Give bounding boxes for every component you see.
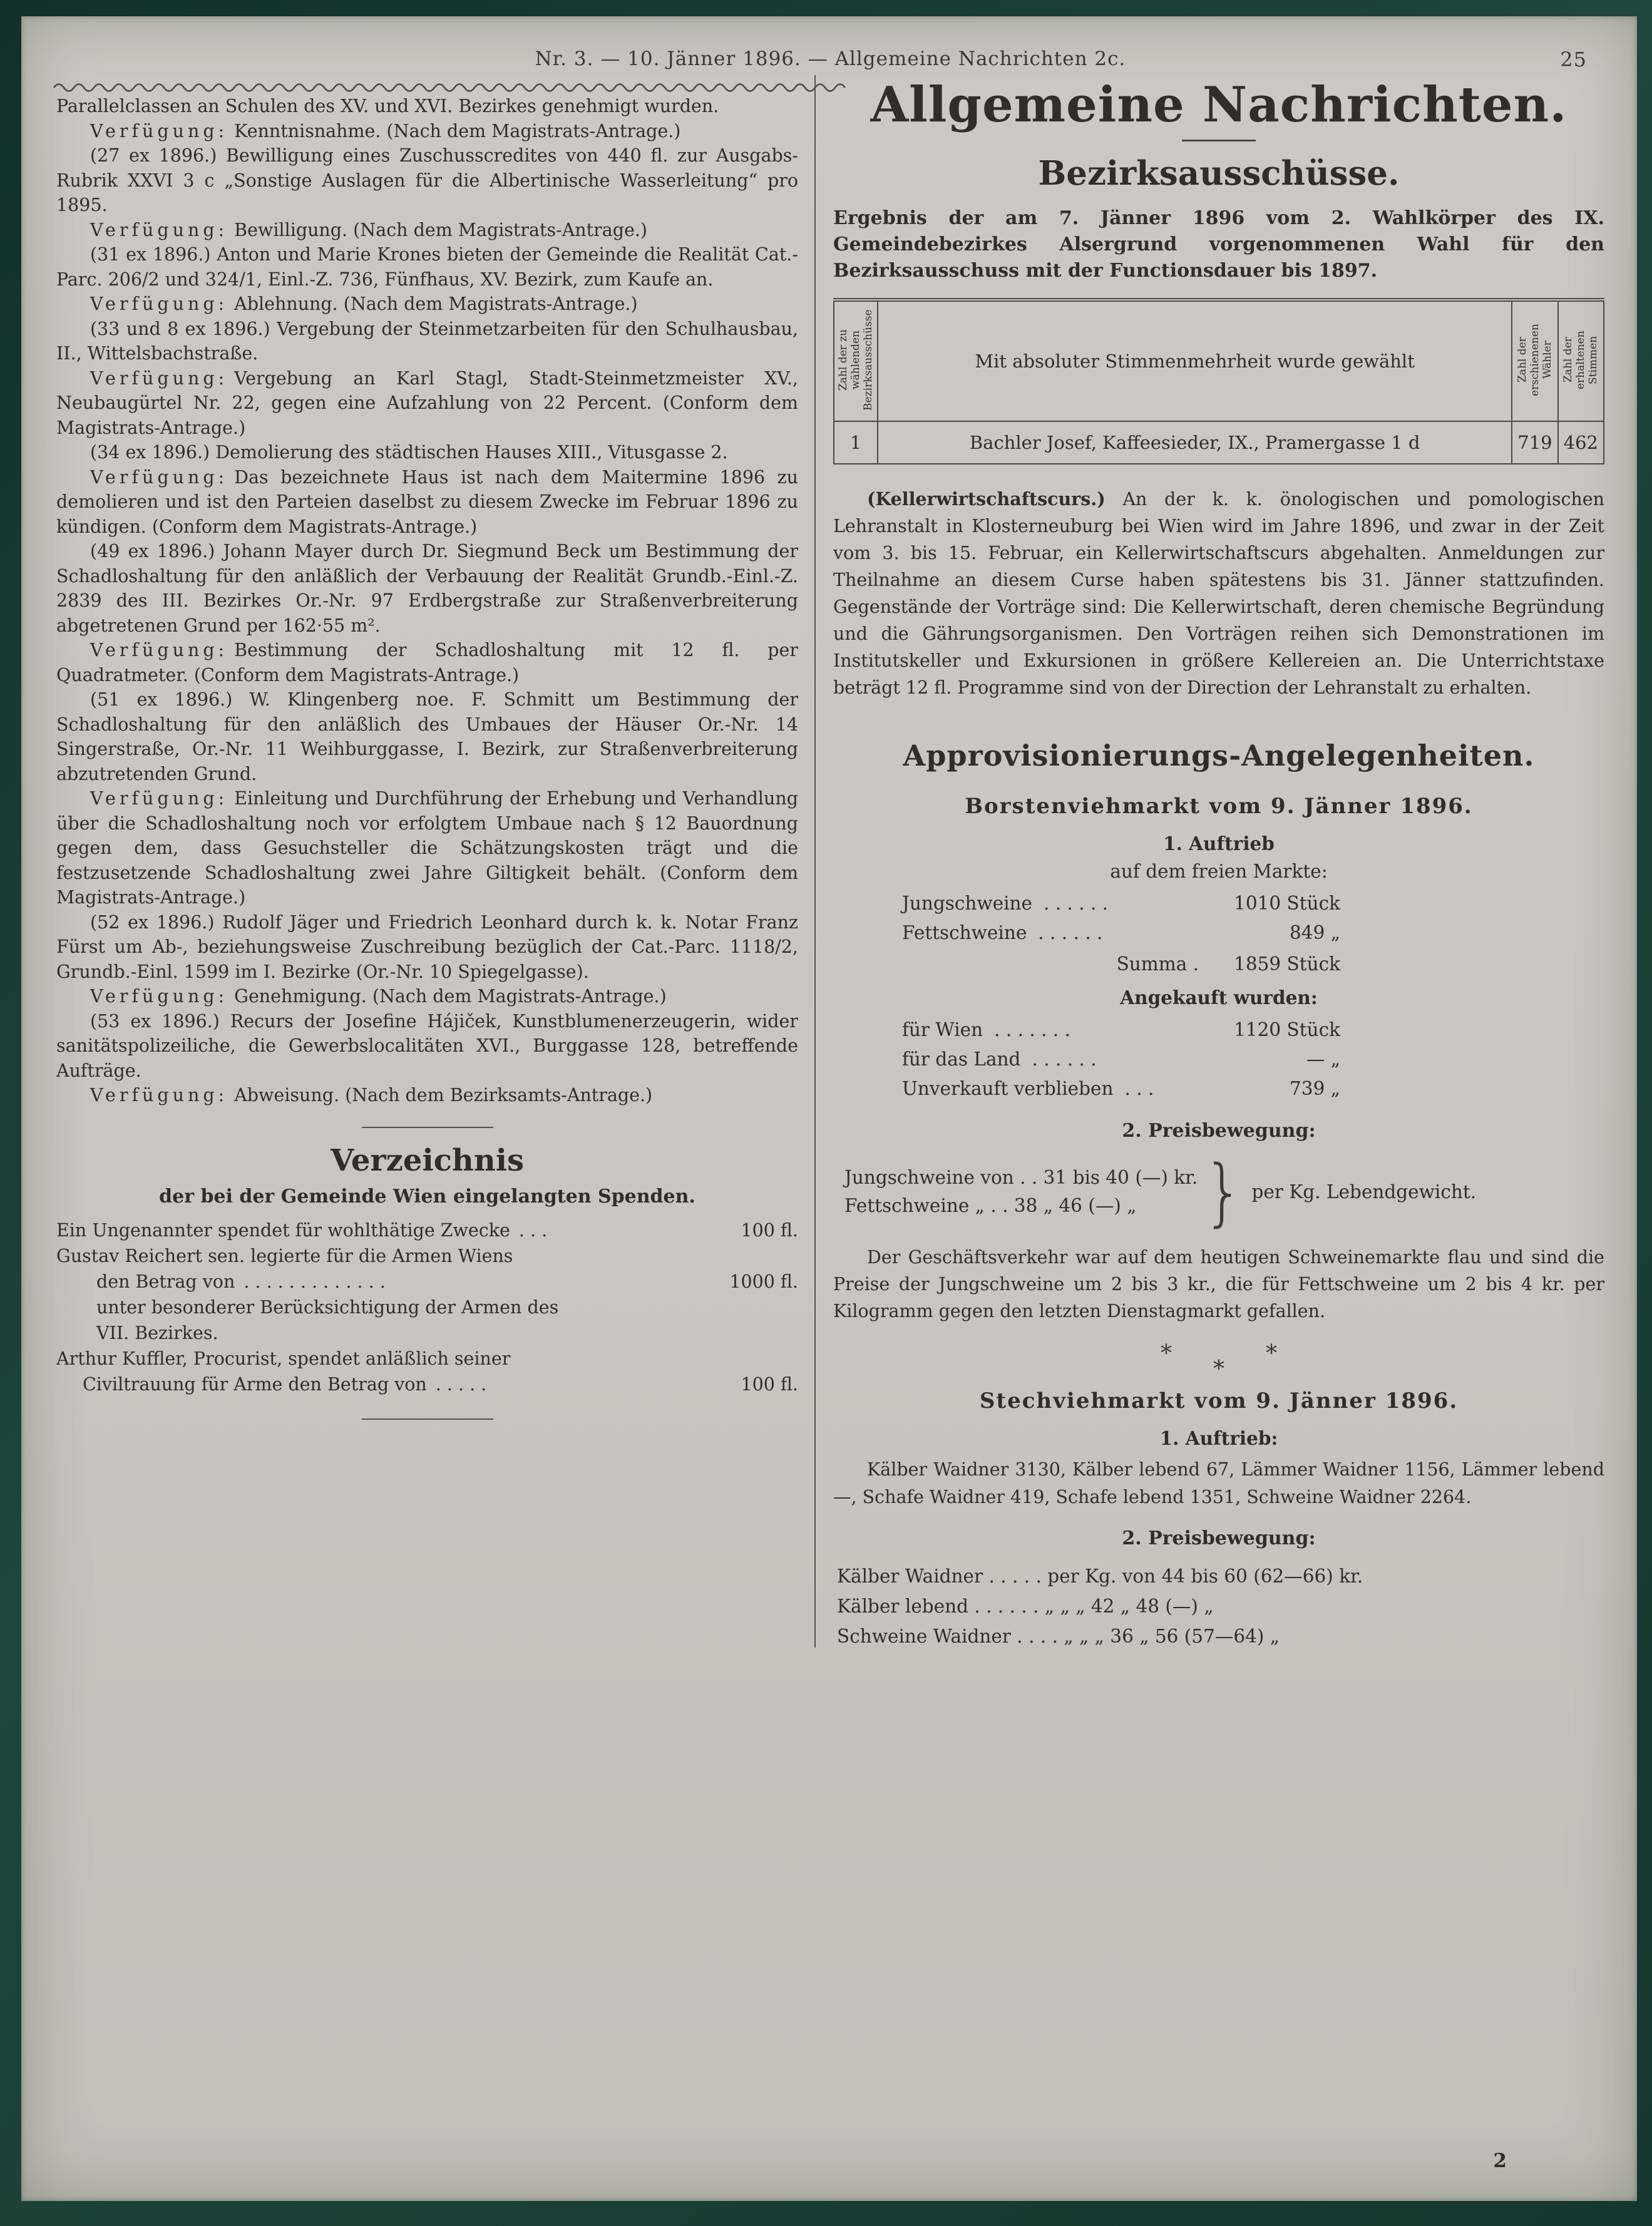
paragraph — [56, 1083, 798, 1108]
donation-lines — [56, 1218, 798, 1397]
paragraph-text: Einleitung und Durchführung der Erhebung und Verhandlung über die Schadloshaltung noch vor erfolgtem Umbaue nach § 12 Bauordnung gegen dem, dass Gesuchsteller die Schätzungskosten trägt und die festzusetzende Schadloshaltung zwei Jahre Giltigkeit behält. (Conform dem Magistrats-Antrage.) — [56, 788, 798, 908]
summa-label: Summa . — [1116, 953, 1199, 975]
donation-text: Civiltrauung für Arme den Betrag von — [83, 1373, 427, 1395]
paragraph-text: (53 ex 1896.) Recurs der Josefine Hájiček, Kunstblumenerzeugerin, wider sanitätspolizeiliche, die Gewerbslocalitäten XVI., Burggasse 128, betreffende Aufträge. — [56, 1010, 798, 1081]
donation-text: Arthur Kuffler, Procurist, spendet anläßlich seiner — [56, 1348, 511, 1369]
col-header-elected: Mit absoluter Stimmenmehrheit wurde gewählt — [878, 300, 1512, 421]
paragraph-text: Vergebung an Karl Stagl, Stadt-Steinmetzmeister XV., Neubaugürtel Nr. 22, gegen eine Aufzahlung von 22 Percent. (Conform dem Magistrats-Antrage.) — [56, 367, 798, 438]
paragraph-text: Abweisung. (Nach dem Bezirksamts-Antrage.) — [234, 1085, 653, 1105]
paper — [21, 16, 1637, 2201]
paragraph-text: (34 ex 1896.) Demolierung des städtischen Hauses XIII., Vitusgasse 2. — [90, 442, 728, 463]
table-row — [834, 421, 1604, 464]
paragraph-lead: Verfügung: — [90, 294, 228, 314]
auftrieb-heading: 1. Auftrieb — [1163, 833, 1275, 854]
paragraph-text: (31 ex 1896.) Anton und Marie Krones bieten der Gemeinde die Realität Cat.-Parc. 206/2 und 324/1, Einl.-Z. 736, Fünfhaus, XV. Bezirk, zum Kaufe an. — [56, 244, 798, 290]
dot-leader: . . . . . . — [1038, 922, 1103, 943]
asterisk: * — [1161, 1341, 1172, 1367]
market-line — [902, 1015, 1340, 1045]
left-column — [56, 73, 798, 1651]
stech-auftrieb-heading: 1. Auftrieb: — [1159, 1427, 1278, 1449]
wavy-rule — [53, 81, 848, 93]
price-lines — [844, 1164, 1198, 1220]
paragraph — [56, 687, 798, 786]
dot-leader: . . . . . — [435, 1373, 487, 1395]
section-divider — [362, 1418, 493, 1420]
paragraph — [56, 218, 798, 243]
paragraph-text: (52 ex 1896.) Rudolf Jäger und Friedrich Leonhard durch k. k. Notar Franz Fürst um Ab-, beziehungsweise Zuschreibung bezüglich der Cat.-Parc. 1118/2, Grundb.-Einl. 1599 im I. Bezirke (Or.-Nr. 10 Spiegelgasse). — [56, 911, 798, 982]
page-content — [56, 73, 1604, 1651]
stechviehmarkt-title: Stechviehmarkt vom 9. Jänner 1896. — [979, 1388, 1459, 1413]
price-line: Fettschweine „ . . 38 „ 46 (—) „ — [844, 1195, 1137, 1216]
paragraph — [56, 984, 798, 1009]
donation-line — [56, 1372, 798, 1397]
dot-leader: . . . . . . — [1043, 893, 1109, 914]
asterisk: * — [1213, 1357, 1224, 1382]
keller-text: An der k. k. önologischen und pomologischen Lehranstalt in Klosterneuburg bei Wien wird im Jahre 1896, und zwar in der Zeit vom 3. bis 15. Februar, ein Kellerwirtschaftscurs abgehalten. Anmeldungen zur Theilnahme an diesem Curse haben spätestens bis 31. Jänner stattzufinden. Gegenstände der Vorträge sind: Die Kellerwirtschaft, deren chemische Begründung und die Gährungsorganismen. Den Vorträgen reihen sich Demonstrationen im Institutskeller und Exkursionen in größere Kellereien an. Die Unterrichtstaxe beträgt 12 fl. Programme sind von der Direction der Lehranstalt zu erhalten. — [833, 489, 1605, 698]
stech-price-line: Kälber Waidner . . . . . per Kg. von 44 bis 60 (62—66) kr. — [837, 1566, 1363, 1587]
auftrieb-lines — [902, 889, 1340, 948]
paragraph-text: Kenntnisnahme. (Nach dem Magistrats-Antrage.) — [234, 120, 681, 141]
paragraph-text: Ablehnung. (Nach dem Magistrats-Antrage.) — [234, 294, 638, 314]
dot-leader: . . . . . . . — [994, 1019, 1070, 1040]
price-unit-note: per Kg. Lebendgewicht. — [1251, 1181, 1477, 1203]
donation-line — [56, 1346, 798, 1372]
verzeichnis-title: Verzeichnis — [331, 1142, 524, 1178]
paragraph-lead: Verfügung: — [90, 986, 228, 1007]
market-value: 849 „ — [1290, 922, 1340, 943]
paragraph — [56, 143, 798, 218]
keller-paragraph — [833, 486, 1604, 701]
paragraph-lead: Verfügung: — [90, 120, 228, 141]
market-line — [902, 1074, 1340, 1104]
page-number: 25 — [1560, 48, 1587, 71]
brace-glyph: } — [1203, 1149, 1244, 1235]
donation-line — [56, 1243, 798, 1269]
paragraph-lead: Verfügung: — [90, 466, 228, 488]
borstenviehmarkt-title: Borstenviehmarkt vom 9. Jänner 1896. — [965, 794, 1473, 819]
paragraph-lead: Verfügung: — [90, 788, 228, 809]
paragraph-lead: Verfügung: — [90, 367, 228, 389]
left-paragraphs — [56, 94, 798, 1108]
preisbewegung-heading: 2. Preisbewegung: — [1122, 1120, 1316, 1142]
paragraph-text: (51 ex 1896.) W. Klingenberg noe. F. Schmitt um Bestimmung der Schadloshaltung für den anläßlich des Umbaues der Häuser Or.-Nr. 14 Singerstraße, Or.-Nr. 11 Weihburggasse, I. Bezirk, zur Straßenverbreiterung abzutretenden Grund. — [56, 689, 798, 784]
market-report-paragraph: Der Geschäftsverkehr war auf dem heutigen Schweinemarkte flau und sind die Preise der Jungschweine um 2 bis 3 kr., die für Fettschweine um 2 bis 4 kr. per Kilogramm gegen den letzten Dienstagmarkt gefallen. — [833, 1247, 1604, 1321]
sheet-signature: 2 — [1493, 2150, 1507, 2172]
market-value: 1010 Stück — [1234, 893, 1340, 914]
dot-leader: . . . — [518, 1219, 548, 1241]
market-label: für Wien — [902, 1019, 983, 1040]
paragraph — [56, 242, 798, 292]
bezirksausschuesse-title: Bezirksausschüsse. — [1038, 154, 1400, 193]
market-line — [902, 889, 1340, 918]
header-cell-seats — [834, 300, 878, 421]
donation-line — [56, 1320, 798, 1346]
paragraph-text: (49 ex 1896.) Johann Mayer durch Dr. Siegmund Beck um Bestimmung der Schadloshaltung für den anläßlich der Verbauung der Realität Grundb.-Einl.-Z. 2839 des III. Bezirkes Or.-Nr. 97 Erdbergstraße zur Straßenverbreiterung abgetretenen Grund per 162·55 m². — [56, 541, 798, 636]
dot-leader: . . . . . . — [1032, 1049, 1097, 1070]
header-cell-voters — [1512, 300, 1557, 421]
paragraph — [56, 119, 798, 144]
donation-amount: 100 fl. — [741, 1373, 798, 1395]
price-range-block — [844, 1149, 1604, 1235]
approvisionierung-title: Approvisionierungs-Angelegenheiten. — [903, 739, 1535, 772]
newspaper-section-title: Allgemeine Nachrichten. — [870, 76, 1567, 133]
donation-amount: 100 fl. — [741, 1219, 798, 1241]
market-value: 1120 Stück — [1234, 1019, 1340, 1040]
paragraph-text: Parallelclassen an Schulen des XV. und XVI. Bezirkes genehmigt wurden. — [56, 96, 719, 116]
paragraph — [56, 292, 798, 317]
market-value: — „ — [1306, 1049, 1340, 1070]
title-rule — [1182, 140, 1256, 141]
paragraph — [56, 539, 798, 638]
header-title: Nr. 3. — 10. Jänner 1896. — Allgemeine Nachrichten 2c. — [535, 48, 1126, 70]
right-column — [833, 73, 1604, 1651]
paragraph — [56, 1009, 798, 1084]
stech-price-line: Schweine Waidner . . . . „ „ „ 36 „ 56 (57—64) „ — [837, 1626, 1280, 1647]
market-line — [902, 1045, 1340, 1074]
stech-price-line: Kälber lebend . . . . . . „ „ „ 42 „ 48 (—) „ — [837, 1596, 1214, 1617]
paragraph-text: Bestimmung der Schadloshaltung mit 12 fl. per Quadratmeter. (Conform dem Magistrats-Antrage.) — [56, 640, 798, 685]
keller-lead: (Kellerwirtschaftscurs.) — [867, 488, 1106, 510]
cell-elected-name: Bachler Josef, Kaffeesieder, IX., Pramergasse 1 d — [878, 421, 1512, 464]
donation-text: VII. Bezirkes. — [96, 1322, 218, 1343]
paragraph-text: Genehmigung. (Nach dem Magistrats-Antrage.) — [234, 986, 667, 1007]
market-label: für das Land — [902, 1049, 1021, 1070]
paragraph — [56, 317, 798, 366]
market-label: Fettschweine — [902, 922, 1027, 943]
market-value: 739 „ — [1290, 1078, 1340, 1099]
paragraph-lead: Verfügung: — [90, 219, 228, 240]
donation-amount: 1000 fl. — [729, 1271, 798, 1292]
donation-line — [56, 1218, 798, 1243]
paragraph-text: Das bezeichnete Haus ist nach dem Maitermine 1896 zu demolieren und ist den Parteien daselbst zu diesem Zwecke im Februar 1896 zu kündigen. (Conform dem Magistrats-Antrage.) — [56, 466, 798, 537]
paragraph — [56, 465, 798, 540]
verzeichnis-subtitle: der bei der Gemeinde Wien eingelangten Spenden. — [159, 1185, 695, 1208]
col-header-votes: Zahl der erhaltenen Stimmen — [1562, 331, 1600, 389]
paragraph — [56, 440, 798, 465]
cell-voters: 719 — [1512, 421, 1557, 464]
auftrieb-subheading: auf dem freien Markte: — [1110, 861, 1328, 882]
stech-preis-heading: 2. Preisbewegung: — [1122, 1527, 1316, 1549]
election-intro: Ergebnis der am 7. Jänner 1896 vom 2. Wahlkörper des IX. Gemeindebezirkes Alsergrund vorgenommenen Wahl für den Bezirksausschuss mit der Functionsdauer bis 1897. — [833, 207, 1604, 282]
paragraph — [56, 910, 798, 985]
paragraph — [56, 94, 798, 119]
table-header-row — [834, 300, 1604, 421]
header-cell-votes — [1558, 300, 1604, 421]
col-header-voters: Zahl der erschienenen Wähler — [1516, 324, 1554, 396]
market-label: Jungschweine — [902, 893, 1032, 914]
cell-votes: 462 — [1558, 421, 1604, 464]
price-line: Jungschweine von . . 31 bis 40 (—) kr. — [844, 1167, 1198, 1188]
donation-text: Ein Ungenannter spendet für wohlthätige Zwecke — [56, 1219, 510, 1241]
market-line — [902, 918, 1340, 948]
column-divider — [814, 75, 816, 1648]
paragraph-lead: Verfügung: — [90, 1085, 228, 1105]
paragraph-text: (33 und 8 ex 1896.) Vergebung der Steinmetzarbeiten für den Schulhausbau, II., Wittelsbachstraße. — [56, 318, 798, 364]
summa-line — [902, 949, 1340, 979]
dot-leader: . . . . . . . . . . . . . — [244, 1271, 386, 1292]
summa-value: 1859 Stück — [1234, 953, 1340, 975]
asterisk-row — [833, 1357, 1604, 1382]
paragraph — [56, 366, 798, 441]
paragraph-lead: Verfügung: — [90, 640, 228, 660]
col-header-seats: Zahl der zu wählenden Bezirksausschüsse — [836, 309, 875, 411]
angekauft-lines — [902, 1015, 1340, 1104]
cell-seats: 1 — [834, 421, 878, 464]
asterisk: * — [1266, 1341, 1277, 1367]
dot-leader: . . . — [1124, 1078, 1154, 1099]
donation-text: unter besonderer Berücksichtigung der Armen des — [96, 1296, 559, 1318]
paragraph-text: (27 ex 1896.) Bewilligung eines Zuschusscredites von 440 fl. zur Ausgabs-Rubrik XXVI 3 c „Sonstige Auslagen für die Albertinische Wasserleitung“ pro 1895. — [56, 145, 798, 215]
paragraph — [56, 638, 798, 687]
paragraph — [56, 786, 798, 910]
election-results-table — [833, 298, 1604, 464]
section-divider — [362, 1127, 493, 1128]
donation-line — [56, 1269, 798, 1295]
market-label: Unverkauft verblieben — [902, 1078, 1114, 1099]
page-header — [56, 38, 1604, 70]
stech-auftrieb-paragraph: Kälber Waidner 3130, Kälber lebend 67, Lämmer Waidner 1156, Lämmer lebend —, Schafe Waidner 419, Schafe lebend 1351, Schweine Waidner 2264. — [833, 1459, 1604, 1507]
donation-text: Gustav Reichert sen. legierte für die Armen Wiens — [56, 1245, 513, 1266]
donation-line — [56, 1295, 798, 1320]
angekauft-heading: Angekauft wurden: — [1120, 987, 1318, 1008]
paragraph-text: Bewilligung. (Nach dem Magistrats-Antrage.) — [234, 219, 647, 240]
asterisk-separator — [833, 1341, 1604, 1382]
donation-text: den Betrag von — [96, 1271, 235, 1292]
stech-price-lines — [837, 1561, 1604, 1651]
